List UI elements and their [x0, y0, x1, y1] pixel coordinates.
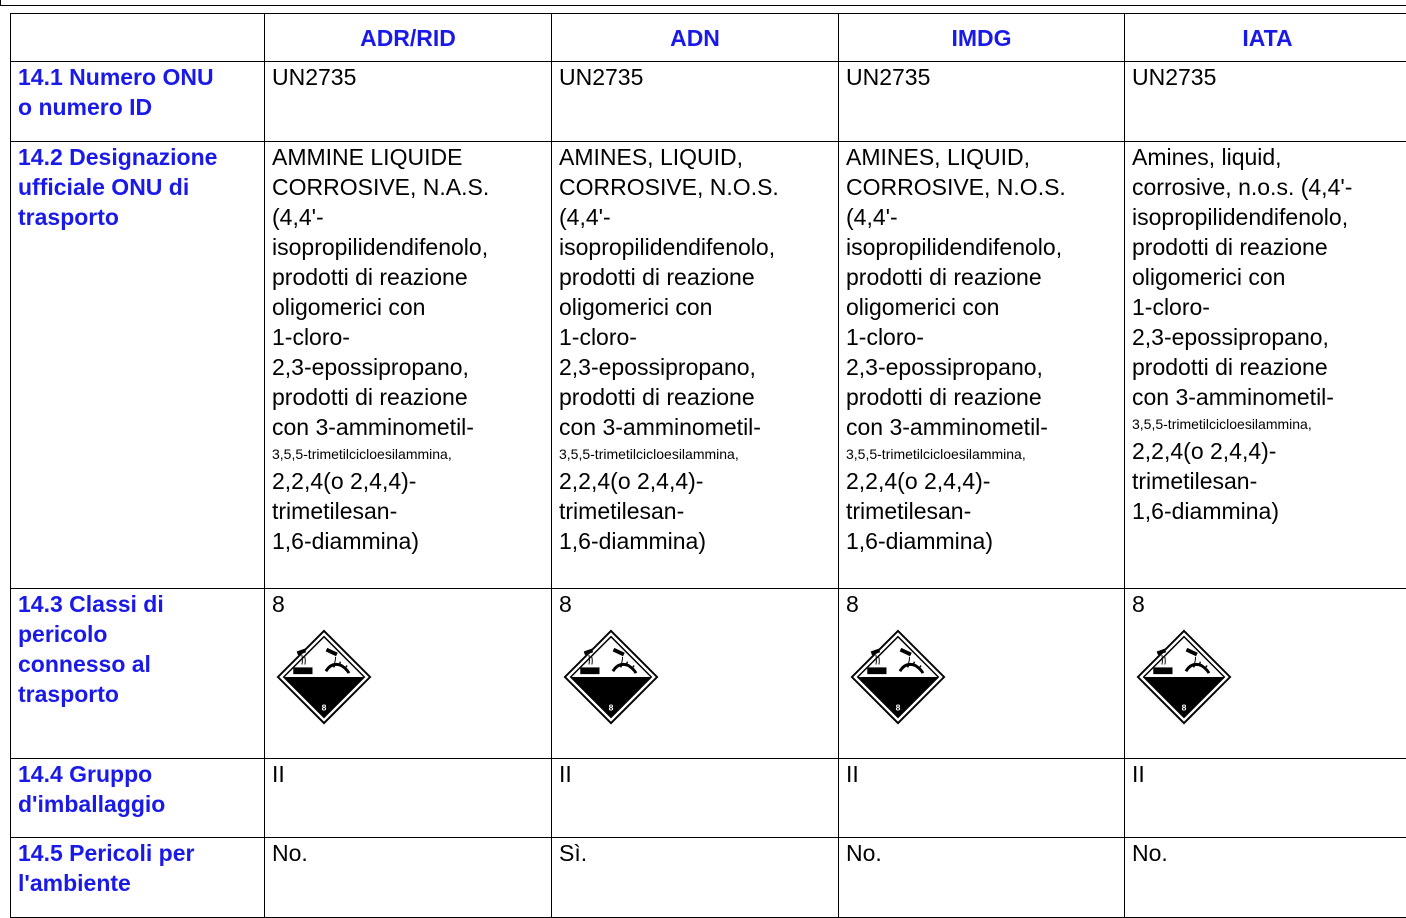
cell-text: CORROSIVE, N.O.S. — [559, 172, 832, 202]
cell-text-small: 3,5,5-trimetilcicloesilammina, — [559, 442, 832, 466]
cell-text: oligomerici con — [846, 292, 1118, 322]
row-label-packing-group — [11, 759, 265, 838]
cell-text: isopropilidendifenolo, — [559, 232, 832, 262]
cell-text: 2,3-epossipropano, — [559, 352, 832, 382]
cell-text: trimetilesan- — [1132, 466, 1404, 496]
label-line: connesso al — [18, 649, 258, 679]
cell-text: II — [272, 759, 545, 789]
cell-iata-packing — [1125, 759, 1406, 838]
row-label-hazard-class — [11, 589, 265, 759]
transport-info-table — [10, 13, 1406, 918]
cell-text-small: 3,5,5-trimetilcicloesilammina, — [272, 442, 545, 466]
header-row — [11, 14, 1406, 62]
cell-text: No. — [846, 838, 1118, 868]
corrosive-hazard-icon — [1136, 629, 1232, 725]
row-label-un-number — [11, 62, 265, 142]
cell-text: UN2735 — [1132, 62, 1404, 92]
cell-text: UN2735 — [559, 62, 832, 92]
cell-adr-un — [265, 62, 552, 142]
cell-text: 1,6-diammina) — [1132, 496, 1404, 526]
cell-adr-packing — [265, 759, 552, 838]
cell-imdg-packing — [839, 759, 1125, 838]
placard-class-number: 8 — [1182, 703, 1187, 713]
cell-adr-class — [265, 589, 552, 759]
class-value: 8 — [272, 589, 545, 619]
label-line: o numero ID — [18, 92, 258, 122]
cell-imdg-un — [839, 62, 1125, 142]
cell-text-small: 3,5,5-trimetilcicloesilammina, — [1132, 412, 1404, 436]
section-top-border — [0, 0, 1406, 6]
row-label-shipping-name — [11, 142, 265, 589]
cell-text: con 3-amminometil- — [272, 412, 545, 442]
label-line: l'ambiente — [18, 868, 258, 898]
cell-text: No. — [1132, 838, 1404, 868]
cell-text: II — [559, 759, 832, 789]
cell-imdg-name — [839, 142, 1125, 589]
cell-text: 1-cloro- — [846, 322, 1118, 352]
cell-adr-env — [265, 838, 552, 918]
cell-text: prodotti di reazione — [846, 262, 1118, 292]
cell-imdg-env — [839, 838, 1125, 918]
cell-text: AMINES, LIQUID, — [559, 142, 832, 172]
cell-text: oligomerici con — [272, 292, 545, 322]
cell-text: 1,6-diammina) — [272, 526, 545, 556]
cell-text: 1,6-diammina) — [846, 526, 1118, 556]
cell-text: CORROSIVE, N.O.S. — [846, 172, 1118, 202]
label-line: trasporto — [18, 202, 258, 232]
cell-text: Amines, liquid, — [1132, 142, 1404, 172]
cell-text: II — [846, 759, 1118, 789]
header-adr-rid: ADR/RID — [265, 14, 552, 62]
cell-adn-name — [552, 142, 839, 589]
cell-text: prodotti di reazione — [846, 382, 1118, 412]
label-line: d'imballaggio — [18, 789, 258, 819]
row-14-2 — [11, 142, 1406, 589]
cell-text: prodotti di reazione — [1132, 352, 1404, 382]
cell-text: trimetilesan- — [272, 496, 545, 526]
cell-text: isopropilidendifenolo, — [1132, 202, 1404, 232]
cell-imdg-class — [839, 589, 1125, 759]
cell-text: UN2735 — [846, 62, 1118, 92]
cell-text: oligomerici con — [559, 292, 832, 322]
label-line: 14.3 Classi di — [18, 589, 258, 619]
cell-text: prodotti di reazione — [1132, 232, 1404, 262]
cell-text: con 3-amminometil- — [1132, 382, 1404, 412]
cell-text: 2,2,4(o 2,4,4)- — [272, 466, 545, 496]
label-line: 14.4 Gruppo — [18, 759, 258, 789]
cell-text: 1,6-diammina) — [559, 526, 832, 556]
row-label-environmental — [11, 838, 265, 918]
cell-text: 1-cloro- — [272, 322, 545, 352]
cell-text: No. — [272, 838, 545, 868]
class-value: 8 — [1132, 589, 1404, 619]
cell-text: prodotti di reazione — [559, 262, 832, 292]
header-imdg: IMDG — [839, 14, 1125, 62]
cell-text: isopropilidendifenolo, — [846, 232, 1118, 262]
cell-text: trimetilesan- — [846, 496, 1118, 526]
cell-text: CORROSIVE, N.A.S. — [272, 172, 545, 202]
cell-text: 2,3-epossipropano, — [1132, 322, 1404, 352]
cell-iata-env — [1125, 838, 1406, 918]
cell-iata-name — [1125, 142, 1406, 589]
header-empty — [11, 14, 265, 62]
row-14-4 — [11, 759, 1406, 838]
cell-adn-class — [552, 589, 839, 759]
placard-class-number: 8 — [896, 703, 901, 713]
cell-text: corrosive, n.o.s. (4,4'- — [1132, 172, 1404, 202]
cell-text: (4,4'- — [846, 202, 1118, 232]
label-line: pericolo — [18, 619, 258, 649]
class-value: 8 — [559, 589, 832, 619]
cell-text-small: 3,5,5-trimetilcicloesilammina, — [846, 442, 1118, 466]
cell-text: (4,4'- — [559, 202, 832, 232]
header-adn: ADN — [552, 14, 839, 62]
cell-iata-class — [1125, 589, 1406, 759]
cell-text: (4,4'- — [272, 202, 545, 232]
cell-text: con 3-amminometil- — [559, 412, 832, 442]
row-14-1 — [11, 62, 1406, 142]
label-line: ufficiale ONU di — [18, 172, 258, 202]
cell-text: Sì. — [559, 838, 832, 868]
cell-text: 2,2,4(o 2,4,4)- — [846, 466, 1118, 496]
placard-class-number: 8 — [609, 703, 614, 713]
cell-text: prodotti di reazione — [272, 262, 545, 292]
label-line: trasporto — [18, 679, 258, 709]
cell-text: AMMINE LIQUIDE — [272, 142, 545, 172]
label-line: 14.1 Numero ONU — [18, 62, 258, 92]
cell-text: II — [1132, 759, 1404, 789]
cell-text: 1-cloro- — [1132, 292, 1404, 322]
cell-adn-un — [552, 62, 839, 142]
cell-text: 2,2,4(o 2,4,4)- — [559, 466, 832, 496]
cell-text: AMINES, LIQUID, — [846, 142, 1118, 172]
placard-class-number: 8 — [322, 703, 327, 713]
row-14-3 — [11, 589, 1406, 759]
cell-text: oligomerici con — [1132, 262, 1404, 292]
corrosive-hazard-icon — [276, 629, 372, 725]
cell-text: isopropilidendifenolo, — [272, 232, 545, 262]
cell-text: 2,3-epossipropano, — [272, 352, 545, 382]
corrosive-hazard-icon — [563, 629, 659, 725]
cell-adr-name — [265, 142, 552, 589]
cell-text: 2,2,4(o 2,4,4)- — [1132, 436, 1404, 466]
class-value: 8 — [846, 589, 1118, 619]
cell-text: 2,3-epossipropano, — [846, 352, 1118, 382]
cell-text: prodotti di reazione — [559, 382, 832, 412]
cell-text: prodotti di reazione — [272, 382, 545, 412]
cell-adn-env — [552, 838, 839, 918]
label-line: 14.5 Pericoli per — [18, 838, 258, 868]
label-line: 14.2 Designazione — [18, 142, 258, 172]
cell-text: con 3-amminometil- — [846, 412, 1118, 442]
cell-iata-un — [1125, 62, 1406, 142]
header-iata: IATA — [1125, 14, 1406, 62]
corrosive-hazard-icon — [850, 629, 946, 725]
row-14-5 — [11, 838, 1406, 918]
cell-adn-packing — [552, 759, 839, 838]
cell-text: trimetilesan- — [559, 496, 832, 526]
cell-text: UN2735 — [272, 62, 545, 92]
cell-text: 1-cloro- — [559, 322, 832, 352]
